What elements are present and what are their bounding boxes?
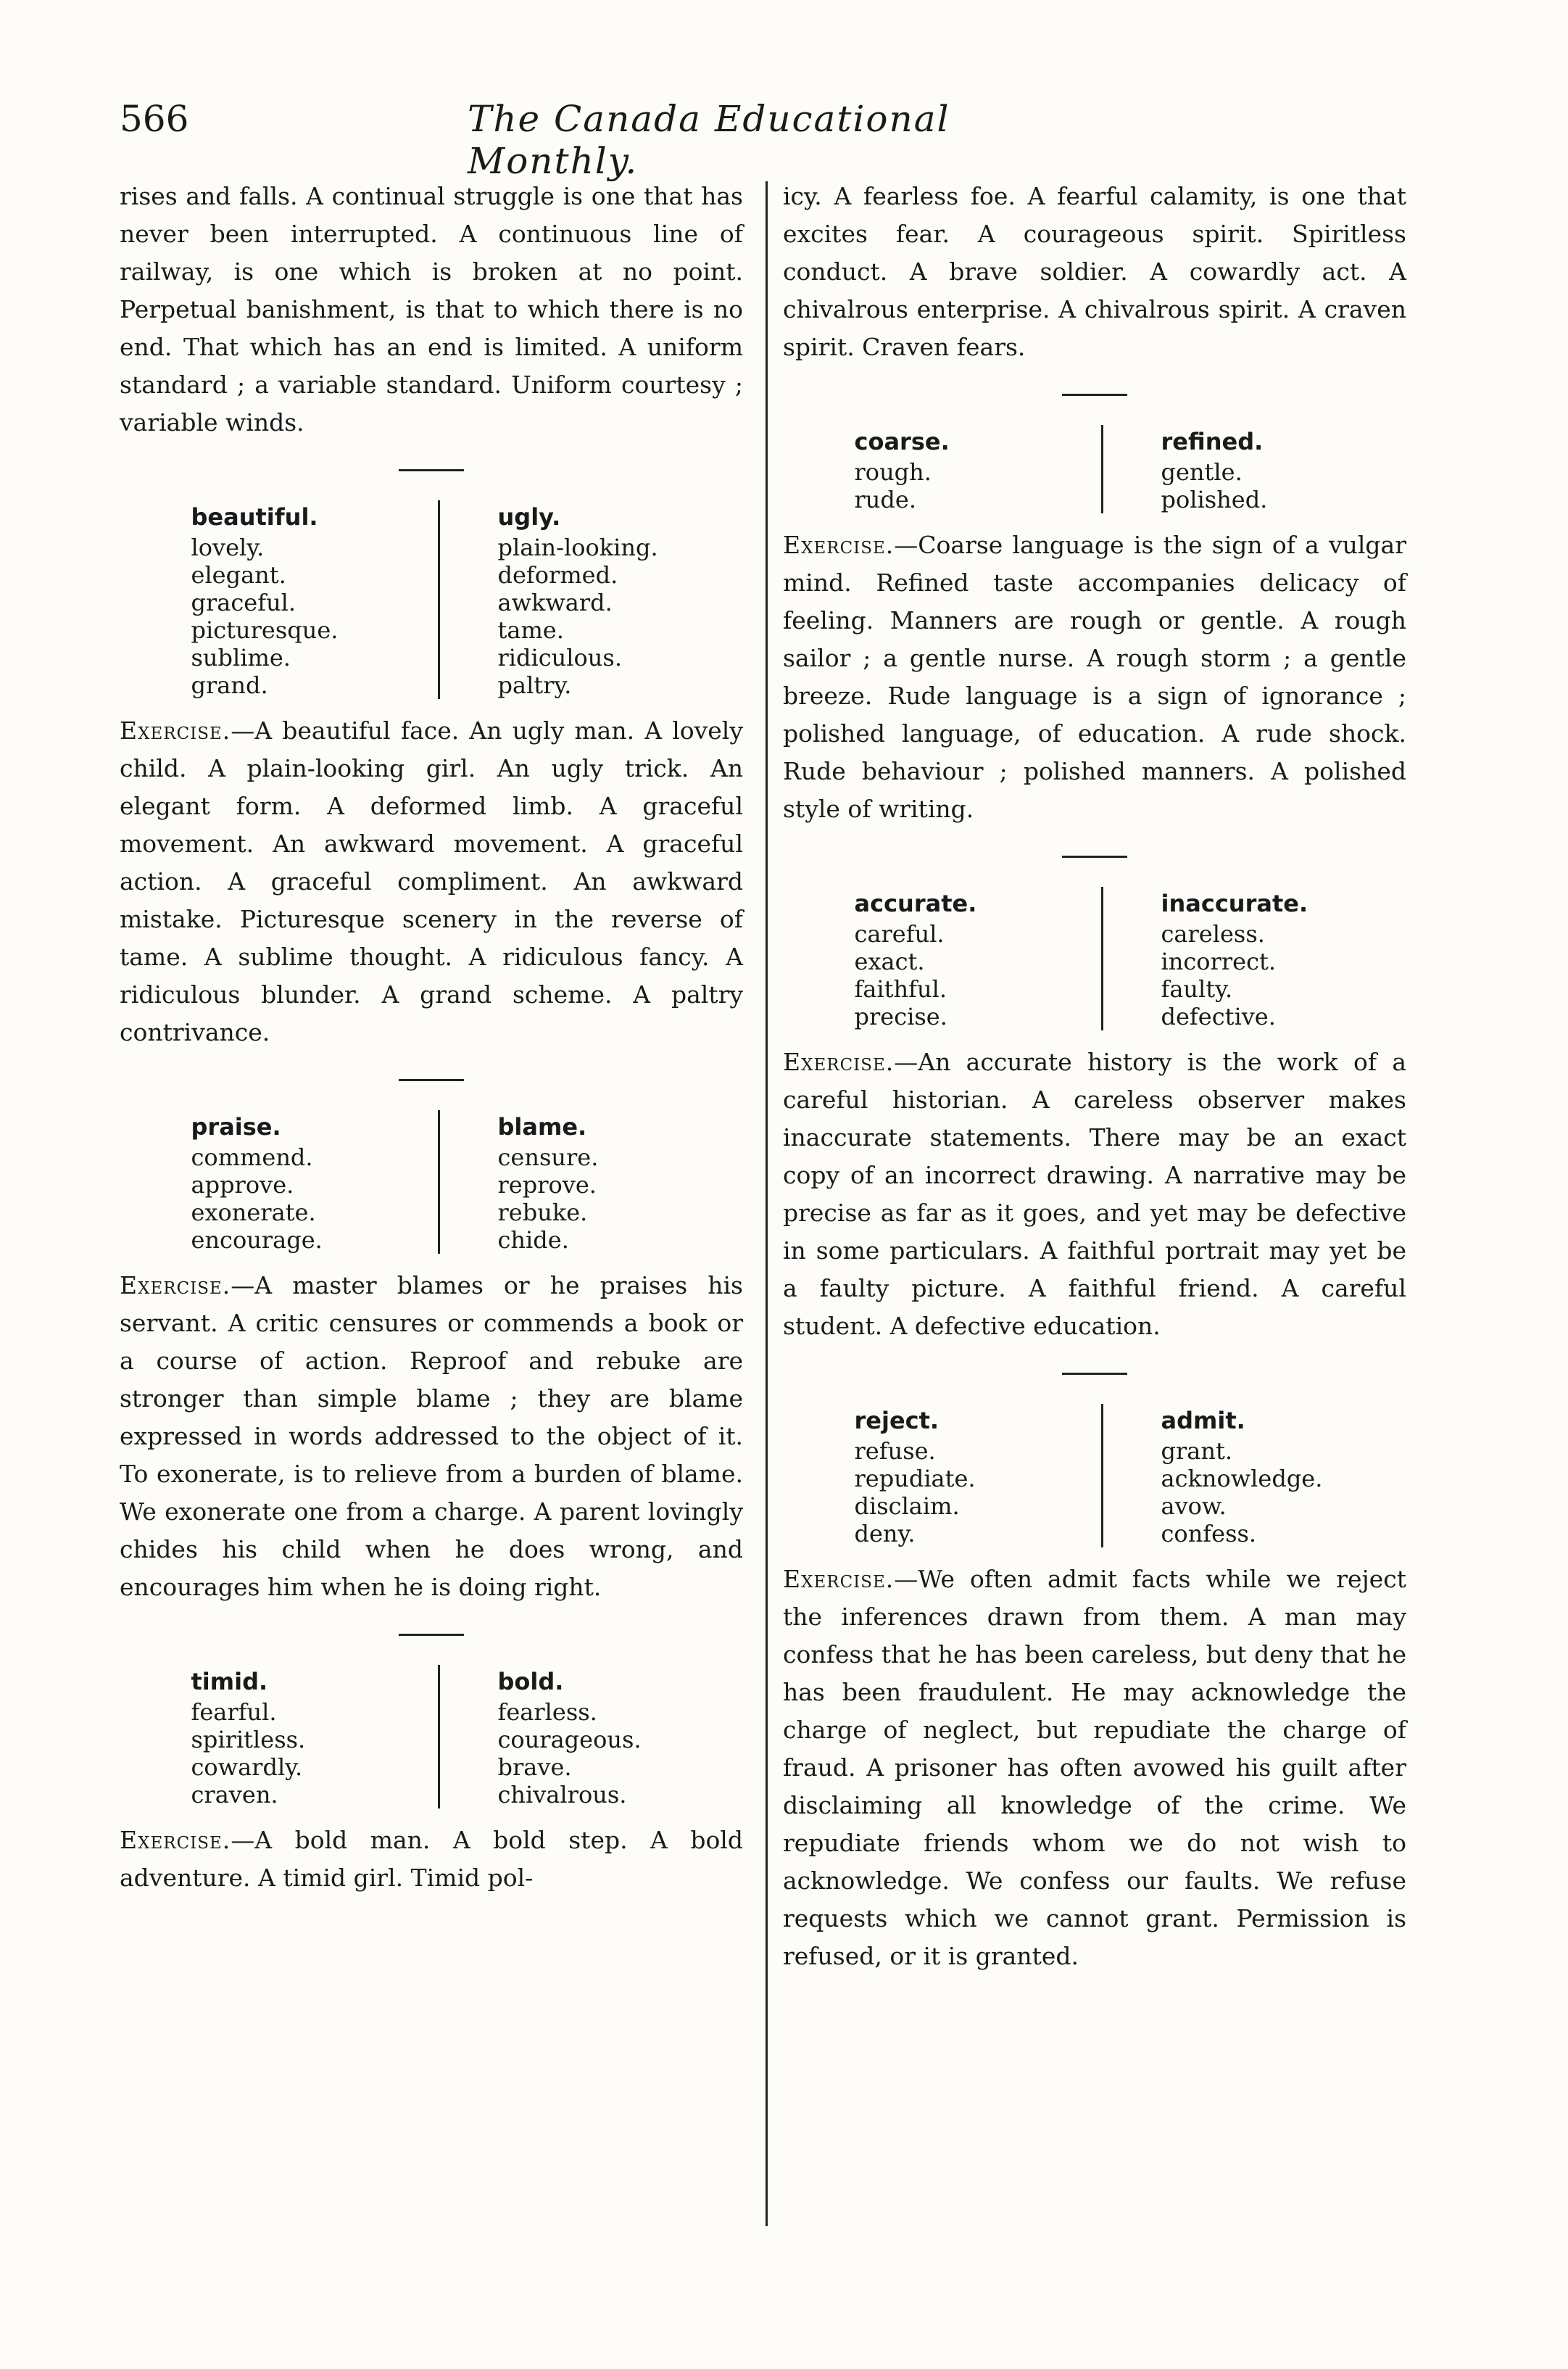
- antonym-column-right: [438, 500, 730, 699]
- column-divider: [766, 181, 768, 2226]
- synonym-word: approve.: [191, 1171, 294, 1199]
- antonym-heading: reject.: [854, 1407, 939, 1434]
- synonym-word: fearless.: [497, 1698, 597, 1726]
- synonym-word: gentle.: [1161, 458, 1243, 486]
- exercise-text: —A beautiful face. An ugly man. A lovely child. A plain-looking girl. An ugly trick. An elegant form. A deformed limb. A graceful movement. An awkward movement. A graceful action. A graceful compliment. An awkward mistake. Picturesque scenery in the reverse of tame. A sublime thought. A ridiculous fancy. A ridiculous blunder. A grand scheme. A paltry contrivance.: [120, 716, 743, 1046]
- antonym-heading: timid.: [191, 1668, 268, 1695]
- antonym-heading: ugly.: [497, 503, 561, 531]
- synonym-word: careless.: [1161, 920, 1265, 948]
- antonym-table: [120, 500, 743, 699]
- synonym-word: paltry.: [497, 671, 572, 699]
- synonym-word: incorrect.: [1161, 948, 1277, 975]
- page-number: 566: [120, 98, 189, 140]
- antonym-heading: admit.: [1161, 1407, 1245, 1434]
- synonym-word: rude.: [854, 486, 916, 513]
- synonym-word: avow.: [1161, 1492, 1227, 1520]
- synonym-word: exonerate.: [191, 1199, 316, 1226]
- synonym-word: faithful.: [854, 975, 947, 1003]
- synonym-word: censure.: [497, 1144, 599, 1171]
- page-header: [120, 98, 1084, 182]
- intro-paragraph: icy. A fearless foe. A fearful calamity, is one that excites fear. A courageous spirit. Spiritless conduct. A brave soldier. A cowardly act. A chivalrous enterprise. A chivalrous spirit. A craven spirit. Craven fears.: [783, 182, 1406, 361]
- section-rule: [1062, 1373, 1127, 1375]
- antonym-column-right: [438, 1110, 730, 1254]
- running-title: The Canada Educational Monthly.: [468, 98, 950, 182]
- synonym-word: spiritless.: [191, 1726, 306, 1753]
- synonym-word: tame.: [497, 616, 564, 644]
- antonym-table: [783, 887, 1406, 1030]
- antonym-heading: bold.: [497, 1668, 564, 1695]
- antonym-column-right: [1101, 887, 1393, 1030]
- antonym-table: [783, 1404, 1406, 1547]
- synonym-word: grant.: [1161, 1437, 1232, 1465]
- exercise-paragraph: [783, 526, 1406, 828]
- antonym-heading: accurate.: [854, 890, 977, 917]
- section-rule: [1062, 394, 1127, 396]
- antonym-column-left: [133, 500, 438, 699]
- synonym-word: defective.: [1161, 1003, 1276, 1030]
- antonym-column-right: [1101, 1404, 1393, 1547]
- antonym-column-right: [1101, 425, 1393, 513]
- synonym-word: grand.: [191, 671, 268, 699]
- synonym-word: exact.: [854, 948, 925, 975]
- synonym-word: fearful.: [191, 1698, 277, 1726]
- synonym-word: elegant.: [191, 561, 286, 589]
- exercise-text: —We often admit facts while we reject the inferences drawn from them. A man may confess that he has been careless, but deny that he has been fraudulent. He may acknowledge the charge of neglect, but repudiate the charge of fraud. A prisoner has often avowed his guilt after disclaiming all knowledge of the crime. We repudiate friends whom we do not wish to acknowledge. We confess our faults. We refuse requests which we cannot grant. Permission is refused, or it is granted.: [783, 1565, 1406, 1970]
- synonym-word: graceful.: [191, 589, 296, 616]
- exercise-paragraph: [120, 1822, 743, 1897]
- synonym-word: cowardly.: [191, 1753, 303, 1781]
- synonym-word: lovely.: [191, 534, 265, 561]
- antonym-heading: blame.: [497, 1113, 587, 1141]
- antonym-heading: refined.: [1161, 428, 1264, 455]
- antonym-column-left: [133, 1110, 438, 1254]
- intro-paragraph: rises and falls. A continual struggle is one that has never been interrupted. A continuous line of railway, is one which is broken at no point. Perpetual banishment, is that to which there is no end. That which has an end is limited. A uniform standard ; a variable standard. Uniform courtesy ; variable winds.: [120, 182, 743, 437]
- section-rule: [1062, 856, 1127, 858]
- exercise-label: Exercise.: [120, 716, 231, 745]
- synonym-word: craven.: [191, 1781, 278, 1808]
- section-rule: [399, 1079, 464, 1081]
- synonym-word: sublime.: [191, 644, 291, 671]
- synonym-word: rebuke.: [497, 1199, 588, 1226]
- synonym-word: repudiate.: [854, 1465, 976, 1492]
- synonym-word: chivalrous.: [497, 1781, 627, 1808]
- antonym-heading: inaccurate.: [1161, 890, 1308, 917]
- exercise-paragraph: [120, 1267, 743, 1606]
- synonym-word: acknowledge.: [1161, 1465, 1323, 1492]
- section-rule: [399, 469, 464, 471]
- synonym-word: deformed.: [497, 561, 618, 589]
- exercise-text: —Coarse language is the sign of a vulgar mind. Refined taste accompanies delicacy of feeling. Manners are rough or gentle. A rough sailor ; a gentle nurse. A rough storm ; a gentle breeze. Rude language is a sign of ignorance ; polished language, of education. A rude shock. Rude behaviour ; polished manners. A polished style of writing.: [783, 531, 1406, 823]
- synonym-word: confess.: [1161, 1520, 1257, 1547]
- exercise-paragraph: [120, 712, 743, 1051]
- exercise-paragraph: [783, 1043, 1406, 1345]
- antonym-heading: coarse.: [854, 428, 950, 455]
- exercise-text: —An accurate history is the work of a careful historian. A careless observer makes inaccurate statements. There may be an exact copy of an incorrect drawing. A narrative may be precise as far as it goes, and yet may be defective in some particulars. A faithful portrait may yet be a faulty picture. A faithful friend. A careful student. A defective education.: [783, 1048, 1406, 1340]
- synonym-word: polished.: [1161, 486, 1268, 513]
- exercise-label: Exercise.: [120, 1826, 231, 1854]
- synonym-word: faulty.: [1161, 975, 1233, 1003]
- antonym-column-left: [133, 1665, 438, 1808]
- exercise-text: —A bold man. A bold step. A bold adventure. A timid girl. Timid pol-: [120, 1826, 743, 1892]
- exercise-label: Exercise.: [120, 1271, 231, 1299]
- synonym-word: picturesque.: [191, 616, 339, 644]
- synonym-word: awkward.: [497, 589, 613, 616]
- antonym-table: [120, 1665, 743, 1808]
- left-column: [120, 178, 743, 1897]
- antonym-column-left: [797, 887, 1101, 1030]
- exercise-label: Exercise.: [783, 1048, 895, 1076]
- synonym-word: ridiculous.: [497, 644, 622, 671]
- synonym-word: courageous.: [497, 1726, 642, 1753]
- synonym-word: disclaim.: [854, 1492, 960, 1520]
- antonym-table: [120, 1110, 743, 1254]
- synonym-word: reprove.: [497, 1171, 597, 1199]
- synonym-word: brave.: [497, 1753, 572, 1781]
- section-rule: [399, 1634, 464, 1636]
- exercise-paragraph: [783, 1560, 1406, 1975]
- synonym-word: chide.: [497, 1226, 569, 1254]
- antonym-column-left: [797, 1404, 1101, 1547]
- antonym-column-right: [438, 1665, 730, 1808]
- exercise-label: Exercise.: [783, 531, 895, 559]
- antonym-heading: beautiful.: [191, 503, 318, 531]
- synonym-word: rough.: [854, 458, 932, 486]
- exercise-text: —A master blames or he praises his servant. A critic censures or commends a book or a course of action. Reproof and rebuke are stronger than simple blame ; they are blame expressed in words addressed to the object of it. To exonerate, is to relieve from a burden of blame. We exonerate one from a charge. A parent lovingly chides his child when he does wrong, and encourages him when he is doing right.: [120, 1271, 743, 1601]
- antonym-heading: praise.: [191, 1113, 281, 1141]
- synonym-word: deny.: [854, 1520, 916, 1547]
- antonym-table: [783, 425, 1406, 513]
- synonym-word: plain-looking.: [497, 534, 658, 561]
- synonym-word: careful.: [854, 920, 945, 948]
- synonym-word: precise.: [854, 1003, 947, 1030]
- synonym-word: commend.: [191, 1144, 313, 1171]
- exercise-label: Exercise.: [783, 1565, 895, 1593]
- synonym-word: refuse.: [854, 1437, 936, 1465]
- synonym-word: encourage.: [191, 1226, 323, 1254]
- antonym-column-left: [797, 425, 1101, 513]
- right-column: [783, 178, 1406, 1975]
